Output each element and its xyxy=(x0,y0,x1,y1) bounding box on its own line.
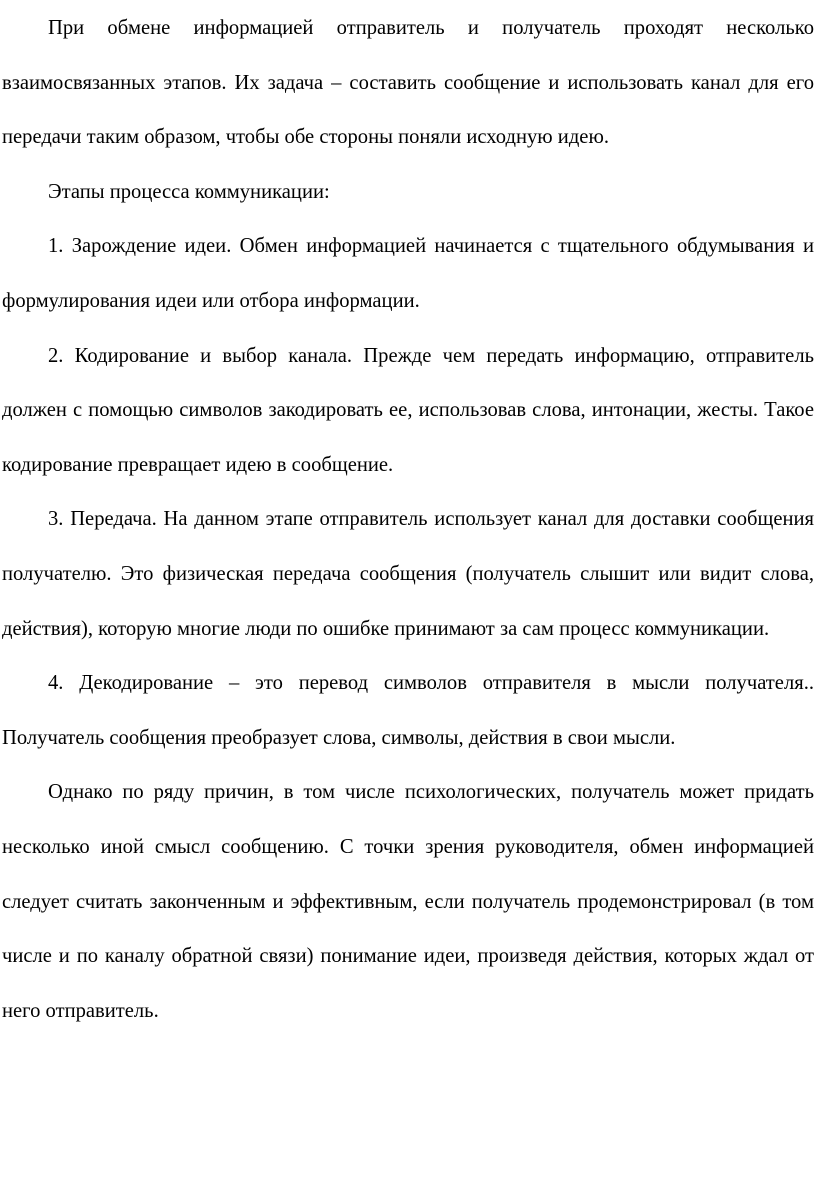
paragraph-stage-1: 1. Зарождение идеи. Обмен информацией начинается с тщательного обдумывания и формулирования идеи или отбора информации. xyxy=(2,235,814,312)
paragraph-stage-3: 3. Передача. На данном этапе отправитель использует канал для доставки сообщения получателю. Это физическая передача сообщения (получатель слышит или видит слова, действия), которую многие люди по ошибке принимают за сам процесс коммуникации. xyxy=(2,508,814,640)
paragraph-stage-4: 4. Декодирование – это перевод символов отправителя в мысли получателя.. Получатель сообщения преобразует слова, символы, действия в свои мысли. xyxy=(2,672,814,749)
paragraph-conclusion: Однако по ряду причин, в том числе психологических, получатель может придать несколько иной смысл сообщению. С точки зрения руководителя, обмен информацией следует считать законченным и эффективным, если получатель продемонстрировал (в том числе и по каналу обратной связи) понимание идеи, произведя действия, которых ждал от него отправитель. xyxy=(2,781,814,1022)
paragraph-stage-2: 2. Кодирование и выбор канала. Прежде чем передать информацию, отправитель должен с помощью символов закодировать ее, использовав слова, интонации, жесты. Такое кодирование превращает идею в сообщение. xyxy=(2,344,814,476)
paragraph-stages-heading: Этапы процесса коммуникации: xyxy=(48,180,330,203)
paragraph-intro: При обмене информацией отправитель и получатель проходят несколько взаимосвязанных этапов. Их задача – составить сообщение и использовать канал для его передачи таким образом, чтобы обе стороны поняли исходную идею. xyxy=(2,17,814,149)
